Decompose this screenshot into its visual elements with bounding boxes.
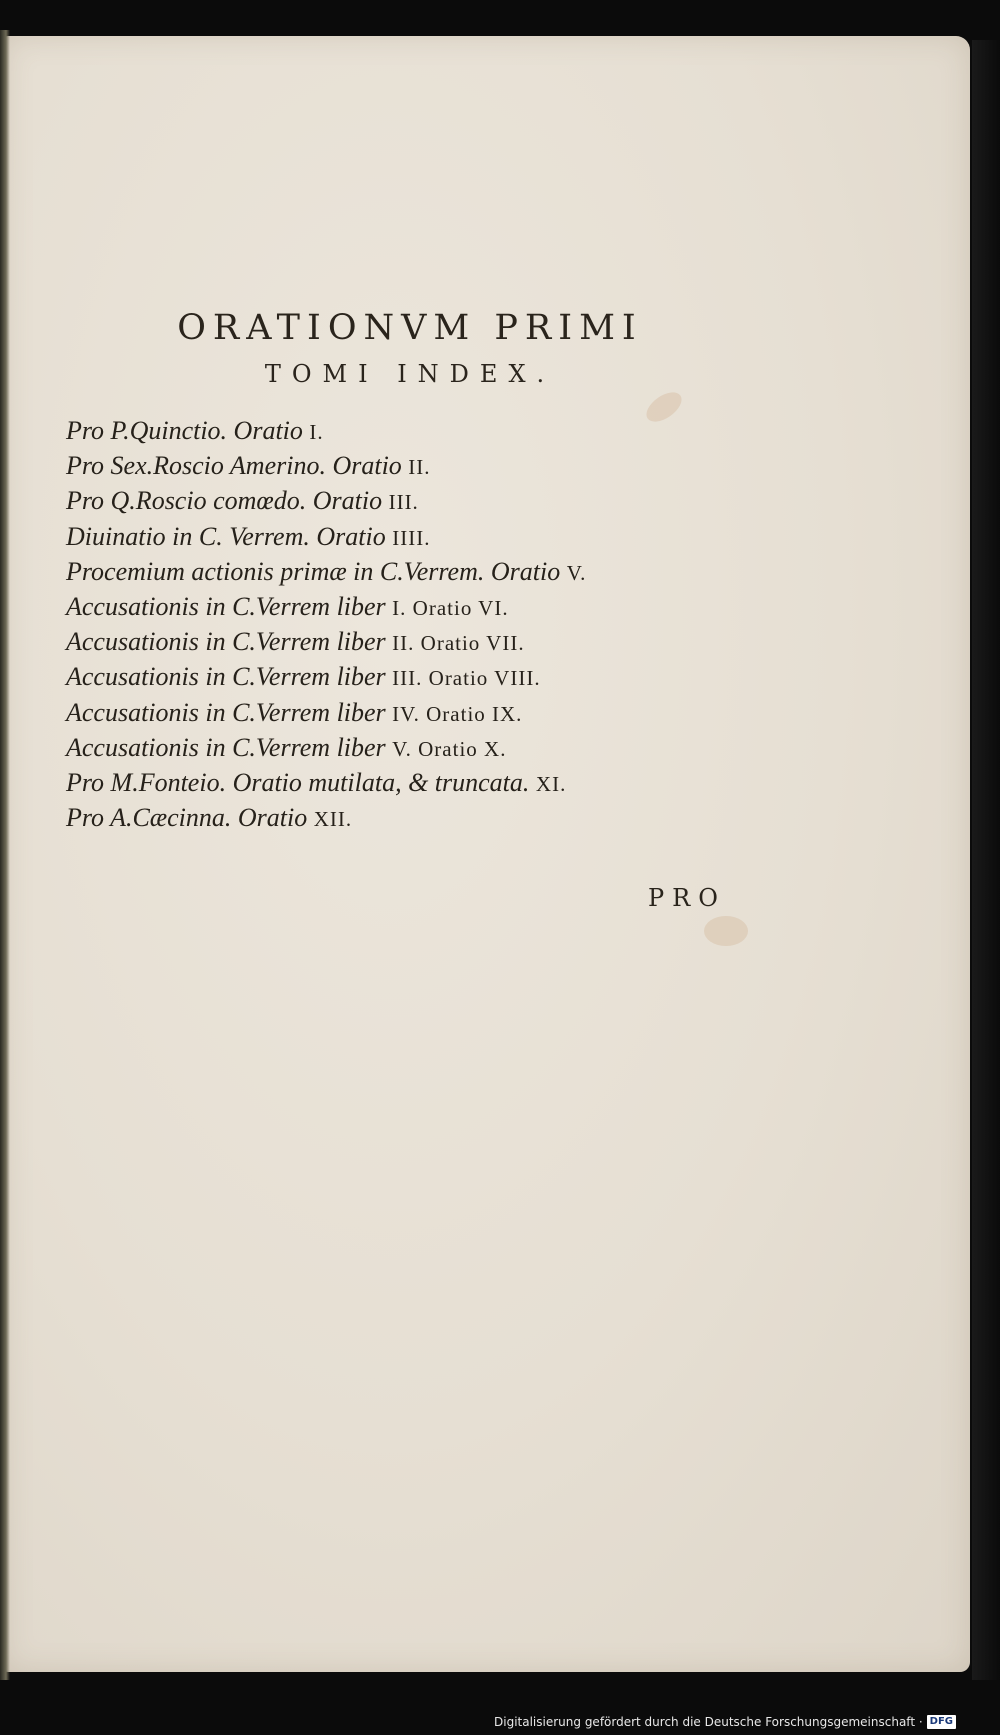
entry-text: Pro P.Quinctio. Oratio	[66, 416, 303, 445]
index-entry	[66, 731, 586, 766]
entry-number: XII.	[313, 807, 353, 832]
entry-text: Accusationis in C.Verrem liber	[66, 627, 386, 657]
entry-text: Accusationis in C.Verrem liber	[66, 592, 386, 622]
entry-text: Accusationis in C.Verrem liber	[66, 662, 386, 692]
index-list	[66, 414, 586, 836]
entry-number: V.	[566, 560, 587, 585]
entry-number: XI.	[535, 772, 567, 797]
entry-text: Procemium actionis primæ in C.Verrem. Oratio	[66, 556, 561, 586]
entry-text: Accusationis in C.Verrem liber	[66, 697, 386, 727]
index-entry	[66, 766, 586, 801]
dfg-logo: DFG	[927, 1715, 956, 1729]
entry-text: Pro A.Cæcinna. Oratio	[66, 803, 308, 833]
index-entry	[66, 625, 586, 660]
entry-number: V. Oratio X.	[392, 736, 507, 761]
entry-number: II. Oratio VII.	[392, 631, 525, 656]
entry-text: Pro Q.Roscio comœdo. Oratio	[66, 486, 383, 516]
index-entry	[66, 660, 586, 695]
index-entry	[66, 414, 586, 449]
index-entry	[66, 555, 586, 590]
paper-stain	[641, 387, 686, 428]
entry-number: III.	[388, 490, 419, 515]
entry-text: Pro M.Fonteio. Oratio mutilata, & truncata.	[66, 768, 530, 798]
index-entry	[66, 449, 586, 484]
paper-stain	[704, 916, 748, 946]
page-subtitle: TOMI INDEX.	[264, 360, 556, 388]
page-right-edge	[972, 40, 1000, 1680]
entry-number: I.	[309, 420, 324, 444]
index-entry	[66, 696, 586, 731]
entry-number: III. Oratio VIII.	[392, 666, 541, 691]
book-spine-edge	[0, 30, 10, 1680]
book-page	[4, 36, 970, 1672]
page-title: ORATIONVM PRIMI	[177, 308, 643, 348]
entry-number: IV. Oratio IX.	[392, 701, 523, 726]
entry-number: II.	[408, 455, 431, 480]
index-entry	[66, 590, 586, 625]
index-entry	[66, 520, 586, 555]
index-entry	[66, 484, 586, 519]
entry-text: Pro Sex.Roscio Amerino. Oratio	[66, 451, 402, 481]
digitization-footer	[494, 1715, 956, 1729]
entry-text: Accusationis in C.Verrem liber	[66, 732, 386, 762]
index-entry	[66, 801, 586, 836]
entry-number: I. Oratio VI.	[392, 596, 509, 621]
catchword: PRO	[648, 884, 726, 912]
entry-number: IIII.	[392, 525, 431, 550]
entry-text: Diuinatio in C. Verrem. Oratio	[66, 521, 386, 551]
footer-text: Digitalisierung gefördert durch die Deutsche Forschungsgemeinschaft ·	[494, 1715, 923, 1729]
